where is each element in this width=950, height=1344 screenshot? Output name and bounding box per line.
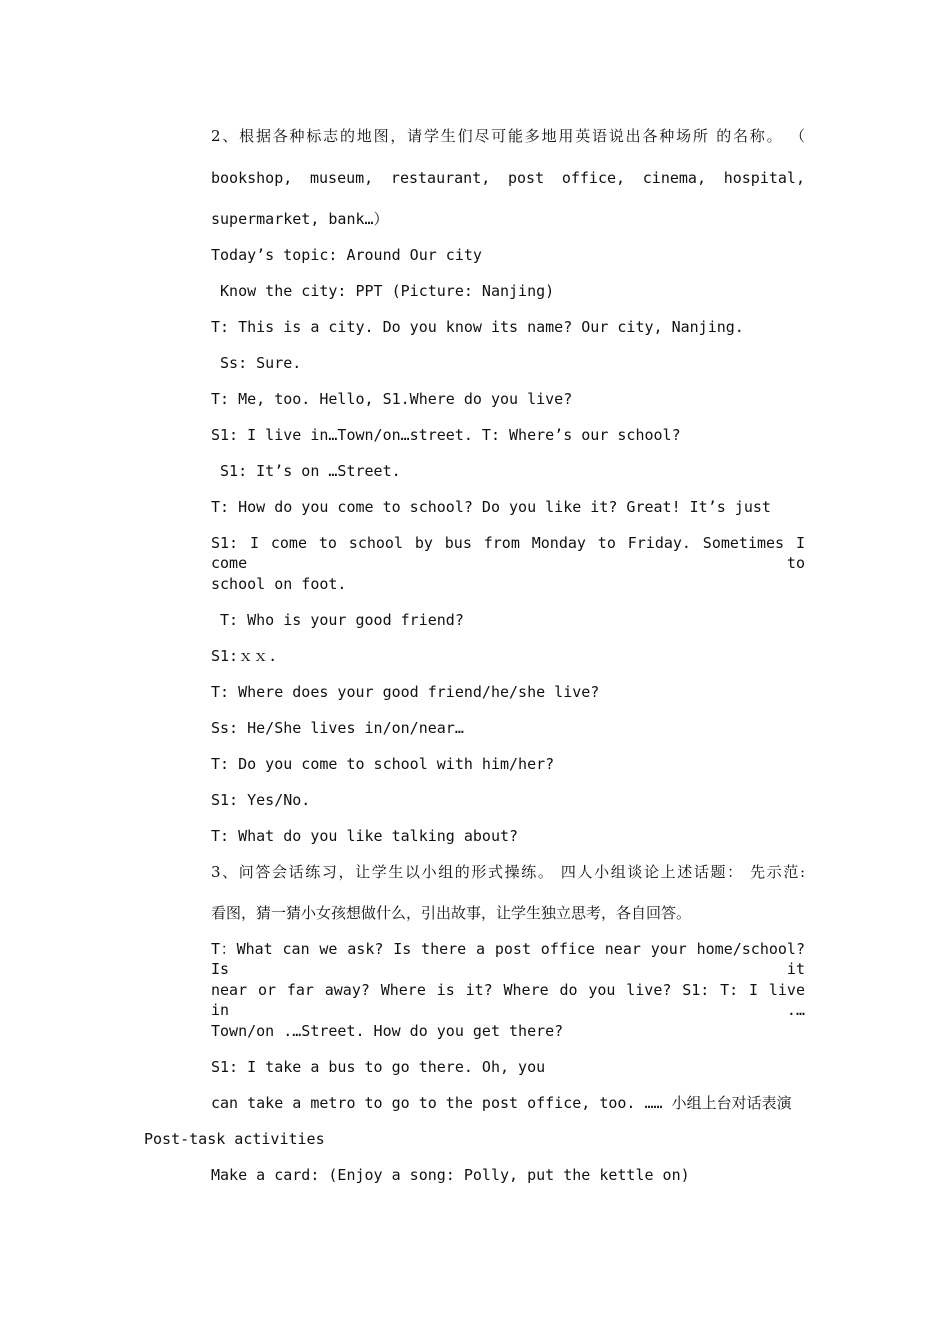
text-line-14: T: Who is your good friend? (211, 611, 464, 629)
text-line-26: S1: I take a bus to go there. Oh, you (211, 1058, 546, 1076)
text-line-4: Today’s topic: Around Our city (211, 246, 482, 264)
text-line-17: Ss: He/She lives in/on/near… (211, 719, 464, 737)
text-line-6: T: This is a city. Do you know its name? Our city, Nanjing. (211, 318, 744, 336)
text-line-1: 2、根据各种标志的地图，请学生们尽可能多地用英语说出各种场所 的名称。 （ (211, 127, 805, 145)
text-line-23: T：What can we ask? Is there a post office near your home/school? Is it (211, 940, 805, 978)
text-line-16: T: Where does your good friend/he/she live? (211, 683, 600, 701)
text-line-19: S1: Yes/No. (211, 791, 311, 809)
text-line-3: supermarket, bank…） (211, 210, 389, 228)
text-line-7: Ss: Sure. (211, 354, 302, 372)
text-line-15: S1:ｘｘ. (211, 647, 278, 665)
text-line-13: school on foot. (211, 575, 347, 593)
text-line-9: S1: I live in…Town/on…street. T: Where’s our school? (211, 426, 681, 444)
section-heading: Post-task activities (144, 1130, 325, 1148)
text-line-10: S1: It’s on …Street. (211, 462, 401, 480)
text-line-22: 看图，猜一猜小女孩想做什么，引出故事，让学生独立思考，各自回答。 (211, 904, 692, 922)
text-line-27: can take a metro to go to the post office, too. …… 小组上台对话表演 (211, 1094, 792, 1112)
text-line-20: T: What do you like talking about? (211, 827, 519, 845)
text-line-12: S1: I come to school by bus from Monday to Friday. Sometimes I come to (211, 534, 805, 572)
text-line-11: T: How do you come to school? Do you like it? Great! It’s just (211, 498, 771, 516)
text-line-5: Know the city: PPT (Picture: Nanjing) (211, 282, 555, 300)
text-line-25: Town/on .…Street. How do you get there? (211, 1022, 564, 1040)
text-line-8: T: Me, too. Hello, S1.Where do you live? (211, 390, 573, 408)
text-line-18: T: Do you come to school with him/her? (211, 755, 555, 773)
text-line-2: bookshop, museum, restaurant, post office, cinema, hospital, (211, 169, 805, 187)
text-line-24: near or far away? Where is it? Where do you live? S1: T: I live in .… (211, 981, 805, 1019)
text-line-29: Make a card: (Enjoy a song: Polly, put the kettle on) (211, 1166, 690, 1184)
text-line-21: 3、问答会话练习，让学生以小组的形式操练。 四人小组谈论上述话题： 先示范: (211, 863, 805, 881)
